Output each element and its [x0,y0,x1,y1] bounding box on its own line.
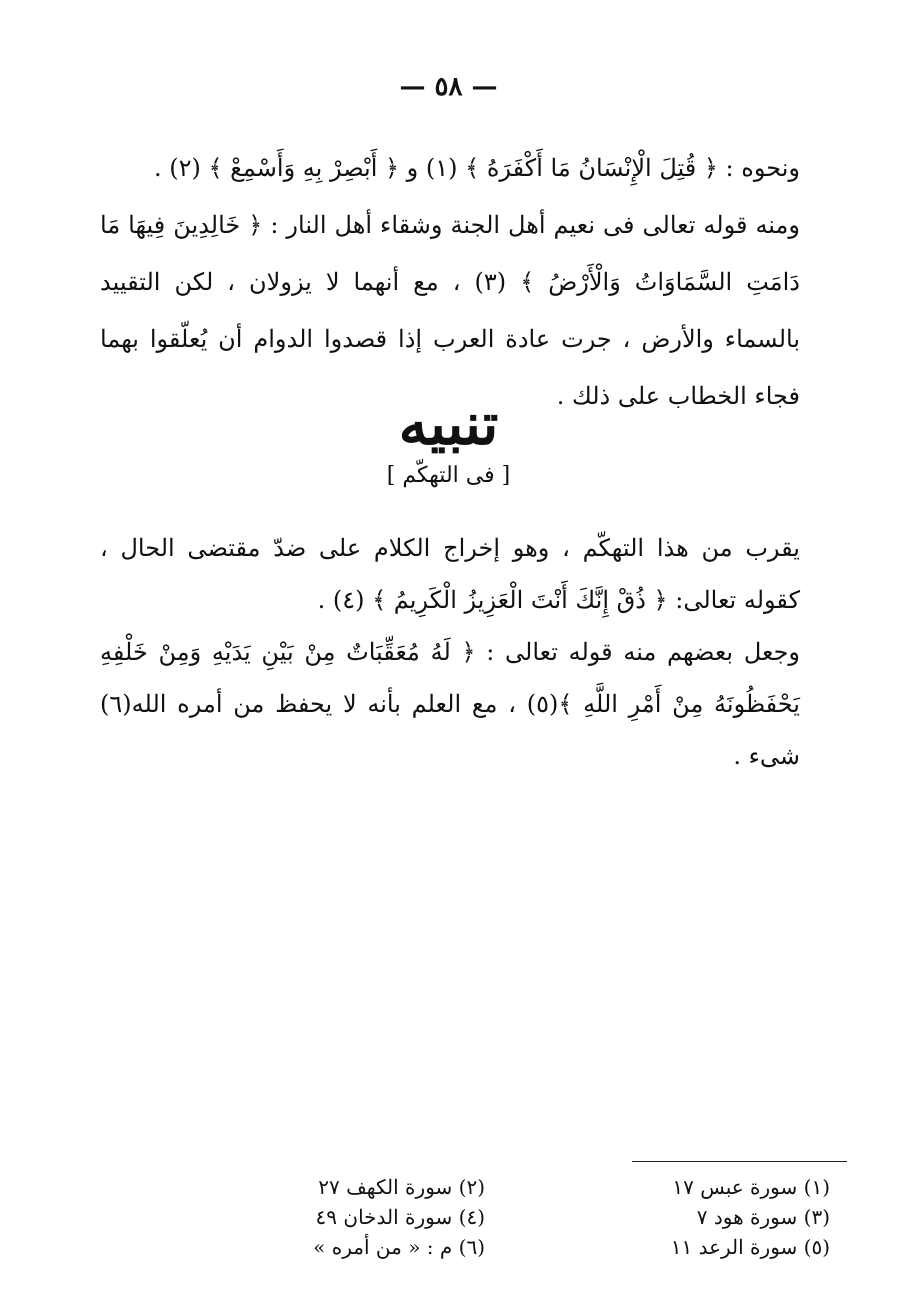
section-heading [0,392,897,494]
section-title: تنبيه [398,390,499,458]
section-text [100,522,800,782]
section-subtitle: [ فى التهكّم ] [386,463,511,488]
footnote-4: (٤) سورة الدخان ٤٩ [315,1205,485,1229]
intro-text [100,140,800,425]
footnote-divider [632,1161,847,1162]
intro-line: ونحوه : ﴿ قُتِلَ الْإِنْسَانُ مَا أَكْفَرَهُ ﴾ (١) و ﴿ أَبْصِرْ بِهِ وَأَسْمِعْ ﴾ (٢) . [153,154,800,182]
page-number: — ٥٨ — [399,72,498,102]
footnote-5: (٥) سورة الرعد ١١ [670,1235,830,1259]
footnotes [280,1172,830,1262]
footnote-1: (١) سورة عبس ١٧ [672,1175,830,1199]
section-paragraph-1: يقرب من هذا التهكّم ، وهو إخراج الكلام على ضدّ مقتضى الحال ، كقوله تعالى: ﴿ ذُقْ إِنَّكَ أَنْتَ الْعَزِيزُ الْكَرِيمُ ﴾ (٤) . [100,534,800,614]
footnote-3: (٣) سورة هود ٧ [696,1205,830,1229]
footnote-6: (٦) م : « من أمره » [313,1235,485,1259]
section-paragraph-2: وجعل بعضهم منه قوله تعالى : ﴿ لَهُ مُعَقِّبَاتٌ مِنْ بَيْنِ يَدَيْهِ وَمِنْ خَلْفِهِ يَحْفَظُونَهُ مِنْ أَمْرِ اللَّهِ ﴾(٥) ، مع العلم بأنه لا يحفظ من أمره الله(٦) شىء . [100,638,800,770]
footnote-2: (٢) سورة الكهف ٢٧ [318,1175,485,1199]
intro-paragraph: ومنه قوله تعالى فى نعيم أهل الجنة وشقاء أهل النار : ﴿ خَالِدِينَ فِيهَا مَا دَامَتِ السَّمَاوَاتُ وَالْأَرْضُ ﴾ (٣) ، مع أنهما لا يزولان ، لكن التقييد بالسماء والأرض ، جرت عادة العرب إذا قصدوا الدوام أن يُعلّقوا بهما فجاء الخطاب على ذلك . [100,211,800,410]
